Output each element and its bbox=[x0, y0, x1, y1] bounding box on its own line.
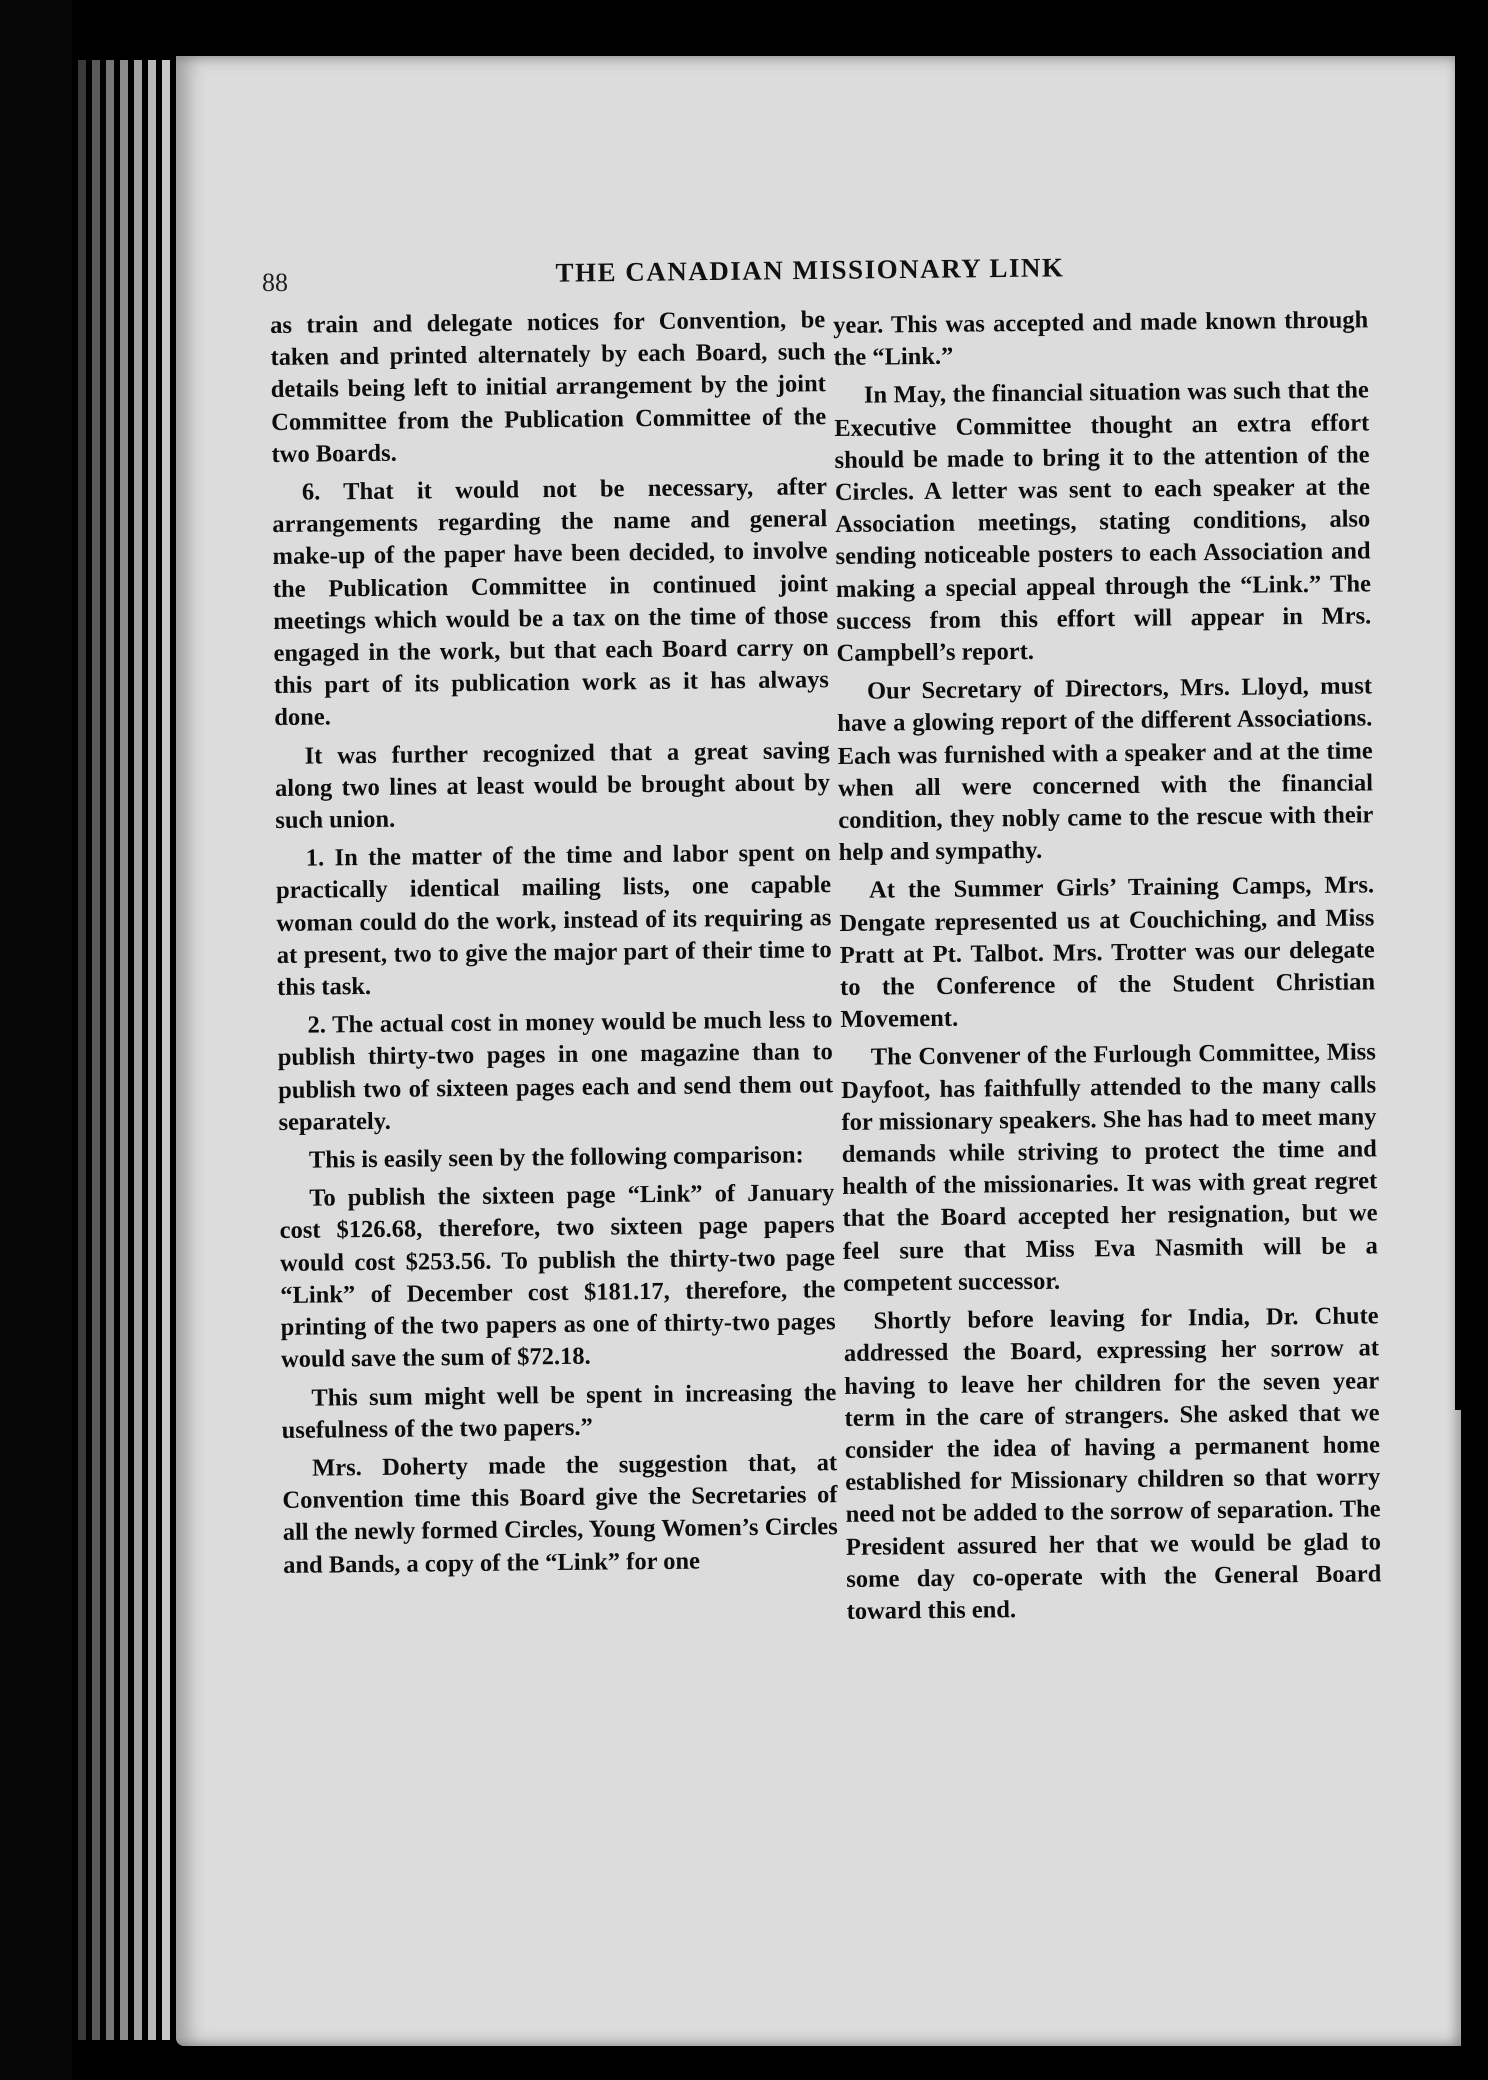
paragraph: It was further recognized that a great saving along two lines at least would be brought about by such union. bbox=[274, 736, 831, 835]
page-edge bbox=[148, 60, 156, 2040]
paragraph: 6. That it would not be necessary, after arrangements regarding the name and general make-up of the paper have been decided, to involve the Publication Committee in continued joint meetings which would be a tax on the time of those engaged in the work, but that each Board carry on this part of its publication work as it has always done. bbox=[272, 473, 830, 732]
paragraph: This is easily seen by the following comparison: bbox=[308, 1141, 804, 1174]
page-edge bbox=[120, 60, 128, 2040]
page-edge bbox=[162, 60, 170, 2040]
paragraph: 2. The actual cost in money would be much less to publish thirty-two pages in one magazine than to publish two of sixteen pages each and send them out separately. bbox=[277, 1006, 834, 1136]
page-edge bbox=[92, 60, 100, 2040]
paragraph: 1. In the matter of the time and labor spent on practically identical mailing lists, one capable woman could do the work, instead of its requiring as at present, two to give the major part of their time to this task. bbox=[275, 839, 832, 1002]
paragraph: At the Summer Girls’ Training Camps, Mrs. Dengate represented us at Couchiching, and Miss Pratt at Pt. Talbot. Mrs. Trotter was our delegate to the Conference of the Student Christian Movement. bbox=[839, 871, 1376, 1034]
page-edge bbox=[78, 60, 86, 2040]
paragraph: Mrs. Doherty made the suggestion that, at Convention time this Board give the Secretaries of all the newly formed Circles, Young Women’s Circles and Bands, a copy of the “Link” for one bbox=[282, 1449, 838, 1579]
left-column bbox=[270, 304, 838, 1587]
paragraph: This sum might well be spent in increasing the usefulness of the two papers.” bbox=[281, 1378, 837, 1444]
facing-page-edge bbox=[1455, 50, 1488, 1410]
paragraph: Shortly before leaving for India, Dr. Chute addressed the Board, expressing her sorrow at having to leave her children for the seven year term in the care of strangers. She asked that we consider the idea of having a permanent home established for Missionary children so that worry need not be added to the sorrow of separation. The President assured her that we would be glad to some day co-operate with the General Board toward this end. bbox=[843, 1302, 1382, 1625]
paragraph: In May, the financial situation was such that the Executive Committee thought an extra effort should be made to bring it to the attention of the Circles. A letter was sent to each speaker at the Association meetings, stating conditions, also sending noticeable posters to each Association and making a special appeal through the “Link.” The success from this effort will appear in Mrs. Campbell’s report. bbox=[834, 376, 1372, 668]
paragraph: To publish the sixteen page “Link” of January cost $126.68, therefore, two sixteen page papers would cost $253.56. To publish the thirty-two page “Link” of December cost $181.17, therefore, the printing of the two papers as one of thirty-two pages would save the sum of $72.18. bbox=[279, 1179, 836, 1374]
paragraph: The Convener of the Furlough Committee, Miss Dayfoot, has faithfully attended to the many calls for missionary speakers. She has had to meet many demands while striving to protect the time and health of the missionaries. It was with great regret that the Board accepted her resignation, but we feel sure that Miss Eva Nasmith will be a competent successor. bbox=[841, 1038, 1378, 1297]
page-number: 88 bbox=[262, 268, 288, 297]
right-column bbox=[833, 304, 1382, 1634]
running-title: THE CANADIAN MISSIONARY LINK bbox=[555, 252, 1065, 288]
book-spine-shadow bbox=[0, 0, 72, 2080]
page-edge bbox=[134, 60, 142, 2040]
paragraph: Our Secretary of Directors, Mrs. Lloyd, must have a glowing report of the different Associations. Each was furnished with a speaker and at the time when all were concerned with the financial condition, they nobly came to the rescue with their help and sympathy. bbox=[837, 672, 1374, 867]
paragraph: as train and delegate notices for Convention, be taken and printed alternately by each Board, such details being left to initial arrangement by the joint Committee from the Publication Committee of the two Boards. bbox=[270, 306, 827, 468]
page-edge bbox=[106, 60, 114, 2040]
paragraph: year. This was accepted and made known through the “Link.” bbox=[833, 306, 1369, 372]
